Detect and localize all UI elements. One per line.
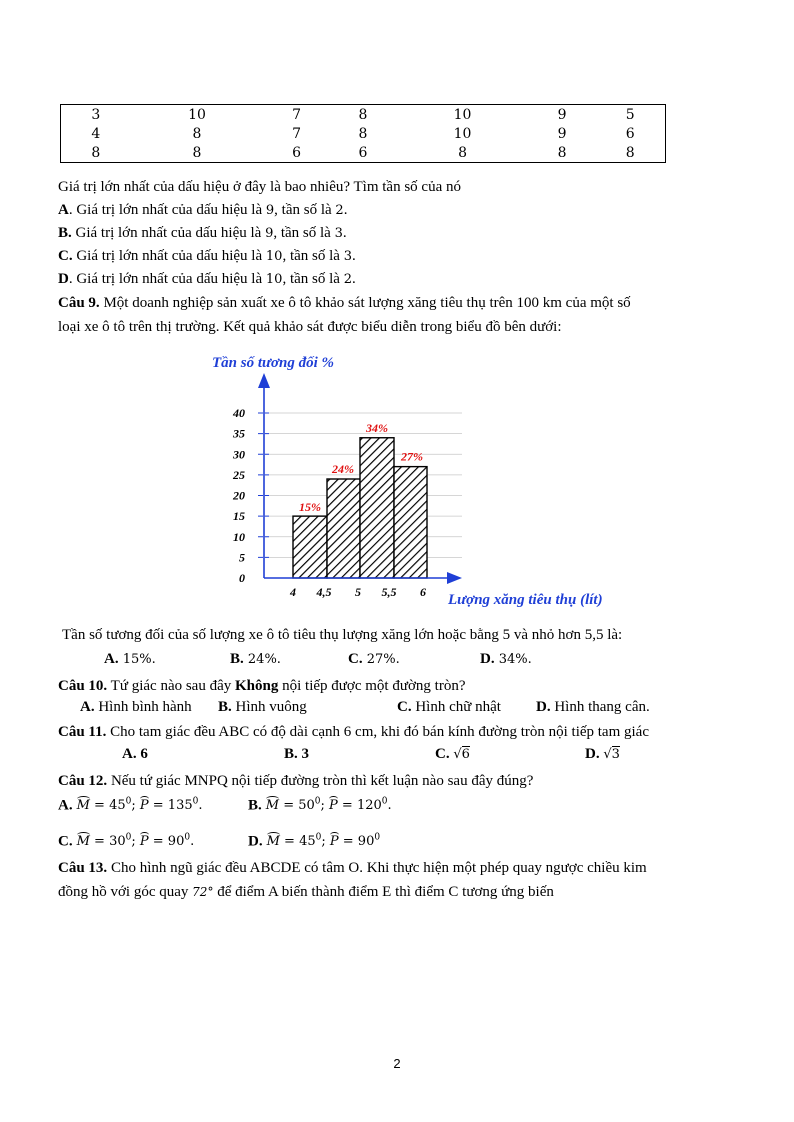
- y-tick-label: 40: [233, 406, 245, 420]
- table-cell: 8: [61, 143, 131, 163]
- sqrt-symbol: √: [603, 747, 612, 762]
- table-cell: 6: [330, 143, 396, 163]
- table-row: [61, 124, 666, 143]
- table-cell: 10: [396, 105, 529, 125]
- table-cell: 3: [61, 105, 131, 125]
- q9-option: [230, 651, 281, 668]
- page-number: 2: [393, 1056, 401, 1071]
- option-text: , tần số là: [282, 271, 344, 287]
- option-label: D.: [480, 651, 495, 667]
- y-tick-label: 0: [239, 571, 245, 585]
- sqrt-expression: [603, 746, 620, 762]
- histogram-bar: [360, 438, 394, 578]
- option-text: Hình vuông: [231, 699, 307, 715]
- angle-p-value: 120: [356, 798, 382, 814]
- option-value: 9: [265, 226, 274, 241]
- angle-p: P: [329, 834, 339, 850]
- table-cell: 7: [292, 125, 302, 142]
- q10-option: [397, 699, 501, 716]
- degree-sup: 0: [192, 797, 199, 807]
- y-axis-arrow: [258, 373, 270, 388]
- option-text: Giá trị lớn nhất của dấu hiệu là: [72, 248, 266, 264]
- option-label: C.: [58, 833, 73, 850]
- q13-text2b: để điểm A biến thành điểm E thì điểm C tương ứng biến: [213, 884, 554, 900]
- y-tick-label: 25: [233, 467, 245, 482]
- option-label: B.: [58, 225, 72, 241]
- option-value: 10: [265, 272, 283, 287]
- formula-end: .: [198, 798, 203, 814]
- option-label: B.: [230, 651, 244, 667]
- option-label: B.: [248, 797, 262, 814]
- option-label: A.: [80, 699, 95, 715]
- q10-pre: Tứ giác nào sau đây: [107, 678, 236, 694]
- angle-m-value: 45: [109, 798, 126, 814]
- q9-question: Tần số tương đối của số lượng xe ô tô tiêu thụ lượng xăng lớn hoặc bằng 5 và nhỏ hơn 5,5 là:: [62, 627, 623, 643]
- option-value: 9: [265, 203, 275, 218]
- y-tick-label: 10: [233, 529, 245, 544]
- angle-m: M: [76, 834, 90, 850]
- option-text: Giá trị lớn nhất của dấu hiệu là: [71, 225, 266, 241]
- formula-text: =: [338, 834, 358, 850]
- table-cell: 8: [529, 143, 595, 163]
- q8-option: [58, 200, 347, 221]
- option-label: D.: [248, 833, 263, 850]
- x-tick-label: 5,5: [381, 585, 397, 599]
- degree-sup: 0: [374, 833, 381, 843]
- option-text: Hình chữ nhật: [411, 699, 501, 715]
- angle-formula: [77, 798, 203, 813]
- option-text: 24%.: [243, 652, 281, 667]
- bar-data-label: 34%: [366, 420, 388, 435]
- q10-option: [218, 699, 307, 716]
- table-cell: 8: [192, 125, 202, 142]
- q13-text2a: đồng hồ với góc quay: [58, 884, 193, 900]
- formula-text: =: [89, 834, 110, 850]
- y-tick-label: 20: [233, 488, 245, 503]
- option-label: B. 3: [284, 746, 310, 762]
- formula-end: .: [190, 834, 195, 850]
- x-axis-title: Lượng xăng tiêu thụ (lít): [448, 592, 603, 608]
- formula-text: =: [279, 798, 299, 814]
- angle-p-value: 90: [357, 834, 375, 850]
- table-cell: 6: [595, 124, 665, 143]
- x-tick-label: 4: [290, 585, 296, 599]
- formula-text: =: [89, 798, 110, 814]
- option-label: C.: [435, 746, 450, 762]
- option-text: , tần số là: [282, 248, 344, 264]
- angle-p-value: 135: [167, 798, 193, 814]
- degree-sup: 0: [314, 797, 321, 807]
- q9-option: [348, 651, 400, 668]
- x-axis-arrow: [447, 572, 462, 584]
- option-label: D: [58, 271, 69, 287]
- degree-sup: 0: [381, 797, 388, 807]
- histogram-chart: [200, 345, 640, 615]
- q10-option: [80, 699, 192, 716]
- formula-text: =: [279, 834, 300, 850]
- table-cell: 7: [263, 105, 329, 125]
- table-cell: 6: [263, 143, 329, 163]
- option-label: D.: [585, 746, 600, 762]
- angle-p: P: [139, 798, 149, 814]
- formula-text: =: [148, 834, 168, 850]
- angle-p: P: [329, 798, 338, 814]
- option-label: A.: [58, 797, 73, 814]
- option-text: , tần số là: [274, 202, 336, 218]
- q12-line: [58, 771, 533, 791]
- option-label: A. 6: [122, 746, 148, 762]
- q9-line1: [58, 293, 631, 313]
- q12-option: [58, 833, 194, 850]
- sqrt-symbol: √: [453, 747, 462, 762]
- q9-label: Câu 9.: [58, 295, 100, 311]
- angle-formula: [266, 798, 392, 813]
- x-tick-label: 6: [420, 585, 426, 599]
- angle-m-value: 50: [298, 798, 315, 814]
- angle-m-value: 30: [109, 834, 126, 850]
- q9-option: [480, 651, 532, 668]
- formula-text: ;: [131, 834, 140, 850]
- formula-text: =: [148, 798, 168, 814]
- y-axis-title: Tần số tương đối %: [212, 355, 335, 371]
- sqrt-radicand: 3: [611, 747, 620, 762]
- q12-option: [58, 797, 203, 814]
- option-text: , tần số là: [273, 225, 335, 241]
- degree-sup: 0: [184, 833, 191, 843]
- option-end: .: [351, 271, 356, 287]
- option-text: Hình bình hành: [94, 699, 192, 715]
- q12-option: [248, 833, 380, 850]
- option-label: C.: [58, 248, 73, 264]
- table-cell: 8: [595, 143, 665, 163]
- option-text: 34%.: [494, 652, 532, 667]
- q10-option: [536, 699, 650, 716]
- angle-m-value: 45: [299, 834, 316, 850]
- option-value: 10: [265, 249, 283, 264]
- formula-end: .: [387, 798, 392, 814]
- degree-sup: 0: [125, 833, 132, 843]
- angle-p: P: [139, 834, 149, 850]
- table-cell: 10: [453, 125, 472, 142]
- q11-option: [585, 746, 620, 763]
- q8-option: [58, 246, 356, 267]
- q9-option: [104, 651, 156, 668]
- formula-text: =: [337, 798, 357, 814]
- option-frequency: 3: [343, 249, 352, 264]
- formula-text: ;: [321, 834, 330, 850]
- bar-data-label: 15%: [299, 500, 321, 515]
- option-label: C.: [397, 699, 412, 715]
- bar-data-label: 27%: [401, 449, 423, 464]
- table-cell: 9: [557, 125, 567, 142]
- option-label: C.: [348, 651, 363, 667]
- option-label: A: [58, 202, 69, 218]
- q11-option: [284, 746, 309, 763]
- q12-text: Nếu tứ giác MNPQ nội tiếp đường tròn thì kết luận nào sau đây đúng?: [107, 773, 534, 789]
- y-tick-label: 30: [233, 447, 245, 462]
- q11-option: [122, 746, 148, 763]
- option-text: 27%.: [362, 652, 400, 667]
- angle-m: M: [76, 798, 90, 814]
- angle-p-value: 90: [167, 834, 185, 850]
- table-cell: 8: [358, 125, 368, 142]
- table-cell: 8: [396, 143, 529, 163]
- option-end: .: [342, 225, 347, 241]
- q11-text: Cho tam giác đều ABC có độ dài cạnh 6 cm, khi đó bán kính đường tròn nội tiếp tam giác: [106, 724, 649, 740]
- formula-text: ;: [131, 798, 140, 814]
- table-row: [61, 143, 666, 163]
- q13-angle: 72°: [192, 885, 214, 899]
- option-label: B.: [218, 699, 232, 715]
- q11-label: Câu 11.: [58, 724, 107, 740]
- table-cell: 8: [131, 143, 264, 163]
- x-tick-label: 4,5: [316, 585, 332, 599]
- y-tick-label: 35: [233, 426, 245, 441]
- q10-label: Câu 10.: [58, 678, 108, 694]
- table-cell: 9: [529, 105, 595, 125]
- angle-formula: [267, 834, 380, 849]
- q13-label: Câu 13.: [58, 860, 108, 876]
- table-cell: 10: [131, 105, 264, 125]
- angle-m: M: [266, 834, 280, 850]
- option-text: Hình thang cân.: [550, 699, 650, 715]
- y-tick-label: 15: [233, 509, 245, 524]
- angle-m: M: [265, 798, 280, 814]
- q13-line2: [58, 882, 554, 902]
- q10-line: [58, 676, 465, 696]
- table-cell: 5: [595, 105, 665, 125]
- table-cell: 4: [61, 124, 131, 143]
- q10-bold: Không: [235, 678, 279, 694]
- q11-option: [435, 746, 470, 763]
- histogram-bar: [394, 467, 427, 578]
- histogram-bar: [293, 516, 327, 578]
- option-end: .: [343, 202, 348, 218]
- table-cell: 8: [330, 105, 396, 125]
- formula-text: ;: [320, 798, 330, 814]
- x-tick-label: 5: [355, 585, 361, 599]
- degree-sup: 0: [125, 797, 132, 807]
- option-end: .: [351, 248, 356, 264]
- option-frequency: 2: [343, 272, 352, 287]
- option-label: D.: [536, 699, 551, 715]
- q8-option: [58, 269, 356, 290]
- q8-prompt: Giá trị lớn nhất của dấu hiệu ở đây là bao nhiêu? Tìm tần số của nó: [58, 179, 461, 195]
- q10-post: nội tiếp được một đường tròn?: [278, 678, 466, 694]
- table-row: [61, 105, 666, 125]
- option-label: A.: [104, 651, 119, 667]
- option-frequency: 3: [334, 226, 343, 241]
- sqrt-radicand: 6: [461, 747, 470, 762]
- data-table: [60, 104, 666, 163]
- q13-line1: [58, 858, 647, 878]
- q13-text1: Cho hình ngũ giác đều ABCDE có tâm O. Khi thực hiện một phép quay ngược chiều kim: [107, 860, 647, 876]
- degree-sup: 0: [315, 833, 322, 843]
- option-text: 15%.: [118, 652, 156, 667]
- option-text: . Giá trị lớn nhất của dấu hiệu là: [68, 271, 266, 287]
- q9-line2: loại xe ô tô trên thị trường. Kết quả khảo sát được biểu diễn trong biểu đồ bên dưới:: [58, 319, 562, 335]
- histogram-bar: [327, 479, 360, 578]
- option-frequency: 2: [335, 203, 344, 218]
- q12-option: [248, 797, 392, 814]
- y-tick-label: 5: [239, 550, 245, 565]
- bar-data-label: 24%: [332, 462, 354, 476]
- sqrt-expression: [453, 746, 470, 762]
- option-text: . Giá trị lớn nhất của dấu hiệu là: [68, 202, 266, 218]
- q11-line: [58, 722, 649, 742]
- q9-text1: Một doanh nghiệp sản xuất xe ô tô khảo sát lượng xăng tiêu thụ trên 100 km của một số: [99, 295, 631, 311]
- q12-label: Câu 12.: [58, 773, 108, 789]
- q8-option: [58, 223, 347, 244]
- angle-formula: [77, 834, 195, 849]
